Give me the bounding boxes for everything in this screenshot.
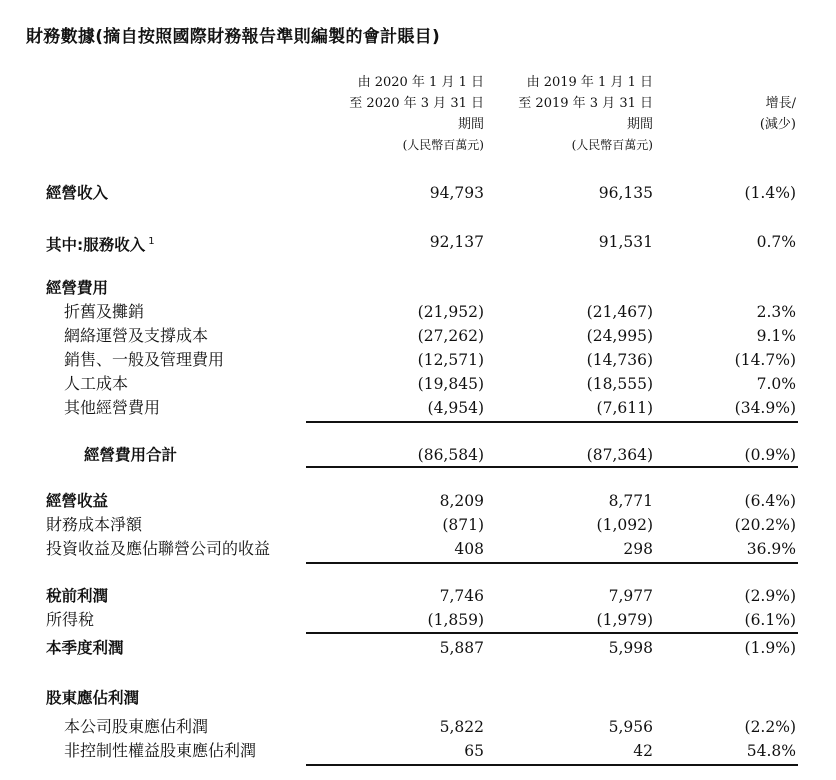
value-2019: (14,736) — [586, 351, 653, 369]
value-2019: (21,467) — [586, 303, 653, 321]
header-2019-line-1: 由 2019 年 1 月 1 日 — [526, 75, 653, 90]
row-label: 經營費用 — [46, 279, 109, 297]
header-change-line-1: 增長/ — [765, 96, 796, 111]
table-row-revenue — [0, 181, 836, 205]
row-label: 其他經營費用 — [64, 398, 161, 417]
value-2019: 298 — [623, 540, 653, 558]
row-label — [46, 230, 155, 257]
divider-line — [306, 764, 798, 766]
column-header-2019 — [518, 72, 653, 156]
header-2019-line-2: 至 2019 年 3 月 31 日 — [518, 96, 653, 111]
value-change: 2.3% — [756, 303, 796, 321]
table-row-total-opex — [0, 443, 836, 467]
value-change: (2.2%) — [744, 718, 796, 736]
value-2020: (1,859) — [427, 611, 484, 629]
section-heading-opex — [0, 276, 836, 300]
table-row-quarter-profit — [0, 636, 836, 660]
value-change: 7.0% — [756, 375, 796, 393]
value-2020: 7,746 — [439, 587, 484, 605]
table-row-non-controlling — [0, 739, 836, 763]
header-change-line-2: (減少) — [759, 117, 796, 132]
row-label: 非控制性權益股東應佔利潤 — [64, 741, 257, 760]
table-row-investment-income — [0, 537, 836, 561]
header-2019-line-3: 期間 — [626, 117, 653, 132]
value-2020: 408 — [454, 540, 484, 558]
row-label: 稅前利潤 — [46, 587, 109, 605]
value-2019: 8,771 — [608, 492, 653, 510]
value-2020: 92,137 — [429, 233, 484, 251]
value-2019: 91,531 — [598, 233, 653, 251]
header-2020-unit: (人民幣百萬元) — [402, 138, 484, 152]
value-change: (1.9%) — [744, 639, 796, 657]
row-label: 銷售、一般及管理費用 — [64, 350, 225, 369]
value-2020: (27,262) — [417, 327, 484, 345]
row-label: 本公司股東應佔利潤 — [64, 717, 209, 736]
value-change: 36.9% — [746, 540, 796, 558]
value-2019: (1,092) — [596, 516, 653, 534]
value-change: (6.1%) — [744, 611, 796, 629]
row-label: 經營費用合計 — [84, 446, 178, 464]
row-label: 網絡運營及支撐成本 — [64, 326, 209, 345]
value-change: (20.2%) — [734, 516, 796, 534]
divider-line — [306, 632, 798, 634]
divider-line — [306, 466, 798, 468]
table-row-depreciation — [0, 300, 836, 324]
divider-line — [306, 562, 798, 564]
row-label: 股東應佔利潤 — [46, 689, 140, 707]
column-header-2020 — [349, 72, 484, 156]
value-2019: 42 — [633, 742, 653, 760]
value-2020: 8,209 — [439, 492, 484, 510]
footnote-marker: 1 — [148, 236, 155, 247]
row-label: 人工成本 — [64, 374, 129, 393]
table-row-service-revenue — [0, 230, 836, 254]
value-change: (14.7%) — [734, 351, 796, 369]
value-2020: (4,954) — [427, 399, 484, 417]
header-2020-line-2: 至 2020 年 3 月 31 日 — [349, 96, 484, 111]
table-row-operating-income — [0, 489, 836, 513]
value-change: (6.4%) — [744, 492, 796, 510]
value-2019: (18,555) — [586, 375, 653, 393]
table-row-equity-holders — [0, 715, 836, 739]
value-2020: (19,845) — [417, 375, 484, 393]
value-2019: 96,135 — [598, 184, 653, 202]
value-2019: 7,977 — [608, 587, 653, 605]
value-2020: (21,952) — [417, 303, 484, 321]
value-2019: 5,956 — [608, 718, 653, 736]
table-row-net-finance — [0, 513, 836, 537]
value-change: 9.1% — [756, 327, 796, 345]
value-2020: 5,887 — [439, 639, 484, 657]
header-2020-line-1: 由 2020 年 1 月 1 日 — [357, 75, 484, 90]
row-label: 折舊及攤銷 — [64, 302, 145, 321]
value-2019: (87,364) — [586, 446, 653, 464]
table-row-other-opex — [0, 396, 836, 420]
value-change: (0.9%) — [744, 446, 796, 464]
table-row-personnel — [0, 372, 836, 396]
row-label: 經營收入 — [46, 184, 109, 202]
row-label-text: 其中:服務收入 — [46, 236, 146, 255]
value-change: (34.9%) — [734, 399, 796, 417]
value-2020: 5,822 — [439, 718, 484, 736]
table-row-sga — [0, 348, 836, 372]
table-row-profit-before-tax — [0, 584, 836, 608]
value-change: (2.9%) — [744, 587, 796, 605]
table-row-network — [0, 324, 836, 348]
header-2019-unit: (人民幣百萬元) — [571, 138, 653, 152]
column-header-change — [760, 93, 796, 135]
value-change: 54.8% — [746, 742, 796, 760]
value-2020: 65 — [464, 742, 484, 760]
header-2020-line-3: 期間 — [457, 117, 484, 132]
value-2020: (86,584) — [417, 446, 484, 464]
divider-line — [306, 421, 798, 423]
value-2019: (24,995) — [586, 327, 653, 345]
document-title: 財務數據(摘自按照國際財務報告準則編製的會計賬目) — [26, 27, 441, 47]
value-change: 0.7% — [756, 233, 796, 251]
table-row-income-tax — [0, 608, 836, 632]
value-2019: (7,611) — [596, 399, 653, 417]
value-2020: (12,571) — [417, 351, 484, 369]
row-label: 財務成本淨額 — [46, 515, 143, 534]
value-2020: (871) — [442, 516, 484, 534]
row-label: 所得稅 — [46, 610, 95, 629]
value-2020: 94,793 — [429, 184, 484, 202]
row-label: 經營收益 — [46, 492, 109, 510]
value-2019: 5,998 — [608, 639, 653, 657]
value-change: (1.4%) — [744, 184, 796, 202]
value-2019: (1,979) — [596, 611, 653, 629]
row-label: 投資收益及應佔聯營公司的收益 — [46, 539, 271, 558]
row-label: 本季度利潤 — [46, 639, 124, 657]
section-heading-attributable — [0, 686, 836, 710]
